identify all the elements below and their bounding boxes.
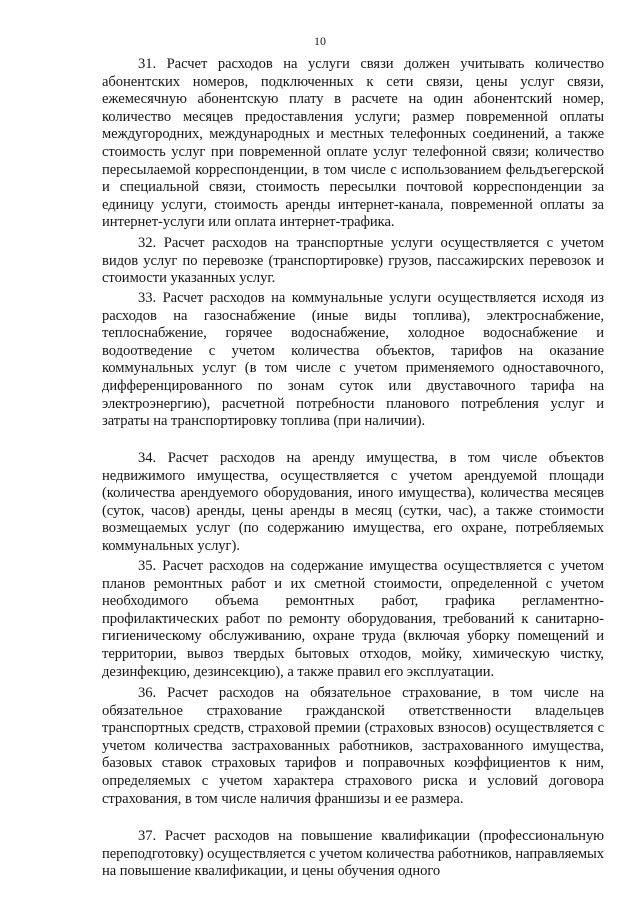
document-body — [102, 56, 604, 896]
paragraph-37: 37. Расчет расходов на повышение квалификации (профессиональную переподготовку) осуществляется с учетом количества работников, направляемых на повышение квалификации, и цены обучения одного — [102, 828, 604, 880]
paragraph-31: 31. Расчет расходов на услуги связи должен учитывать количество абонентских номеров, подключенных к сети связи, цены услуг связи, ежемесячную абонентскую плату в расчете на один абонентский номер, количество месяцев предоставления услуги; размер повременной оплаты междугородних, международных и местных телефонных соединений, а также стоимость услуг при повременной оплате услуг телефонной связи; количество пересылаемой корреспонденции, в том числе с использованием фельдъегерской и специальной связи, стоимость пересылки почтовой корреспонденции за единицу услуги, стоимость аренды интернет-канала, повременной оплаты за интернет-услуги или оплата интернет-трафика. — [102, 56, 604, 231]
paragraph-34: 34. Расчет расходов на аренду имущества, в том числе объектов недвижимого имущества, осуществляется с учетом арендуемой площади (количества арендуемого оборудования, иного имущества), количества месяцев (суток, часов) аренды, цены аренды в месяц (сутки, час), а также стоимости возмещаемых услуг (по содержанию имущества, его охране, потребляемых коммунальных услуг). — [102, 450, 604, 554]
page-number: 10 — [314, 34, 326, 48]
paragraph-36: 36. Расчет расходов на обязательное страхование, в том числе на обязательное страхование гражданской ответственности владельцев транспортных средств, страховой премии (страховых взносов) осуществляется с учетом количества застрахованных работников, застрахованного имущества, базовых ставок страховых тарифов и поправочных коэффициентов к ним, определяемых с учетом характера страхового риска и условий договора страхования, в том числе наличия франшизы и ее размера. — [102, 685, 604, 807]
paragraph-35: 35. Расчет расходов на содержание имущества осуществляется с учетом планов ремонтных работ и их сметной стоимости, определенной с учетом необходимого объема ремонтных работ, графика регламентно-профилактических работ по ремонту оборудования, требований к санитарно-гигиеническому обслуживанию, охране труда (включая уборку помещений и территории, вывоз твердых бытовых отходов, мойку, химическую чистку, дезинфекцию, дезинсекцию), а также правил его эксплуатации. — [102, 558, 604, 680]
paragraph-32: 32. Расчет расходов на транспортные услуги осуществляется с учетом видов услуг по перевозке (транспортировке) грузов, пассажирских перевозок и стоимости указанных услуг. — [102, 235, 604, 287]
paragraph-33: 33. Расчет расходов на коммунальные услуги осуществляется исходя из расходов на газоснабжение (иные виды топлива), электроснабжение, теплоснабжение, горячее водоснабжение, холодное водоснабжение и водоотведение с учетом количества объектов, тарифов на оказание коммунальных услуг (в том числе с учетом применяемого одноставочного, дифференцированного по зонам суток или двуставочного тарифа на электроэнергию), расчетной потребности планового потребления услуг и затраты на транспортировку топлива (при наличии). — [102, 290, 604, 430]
